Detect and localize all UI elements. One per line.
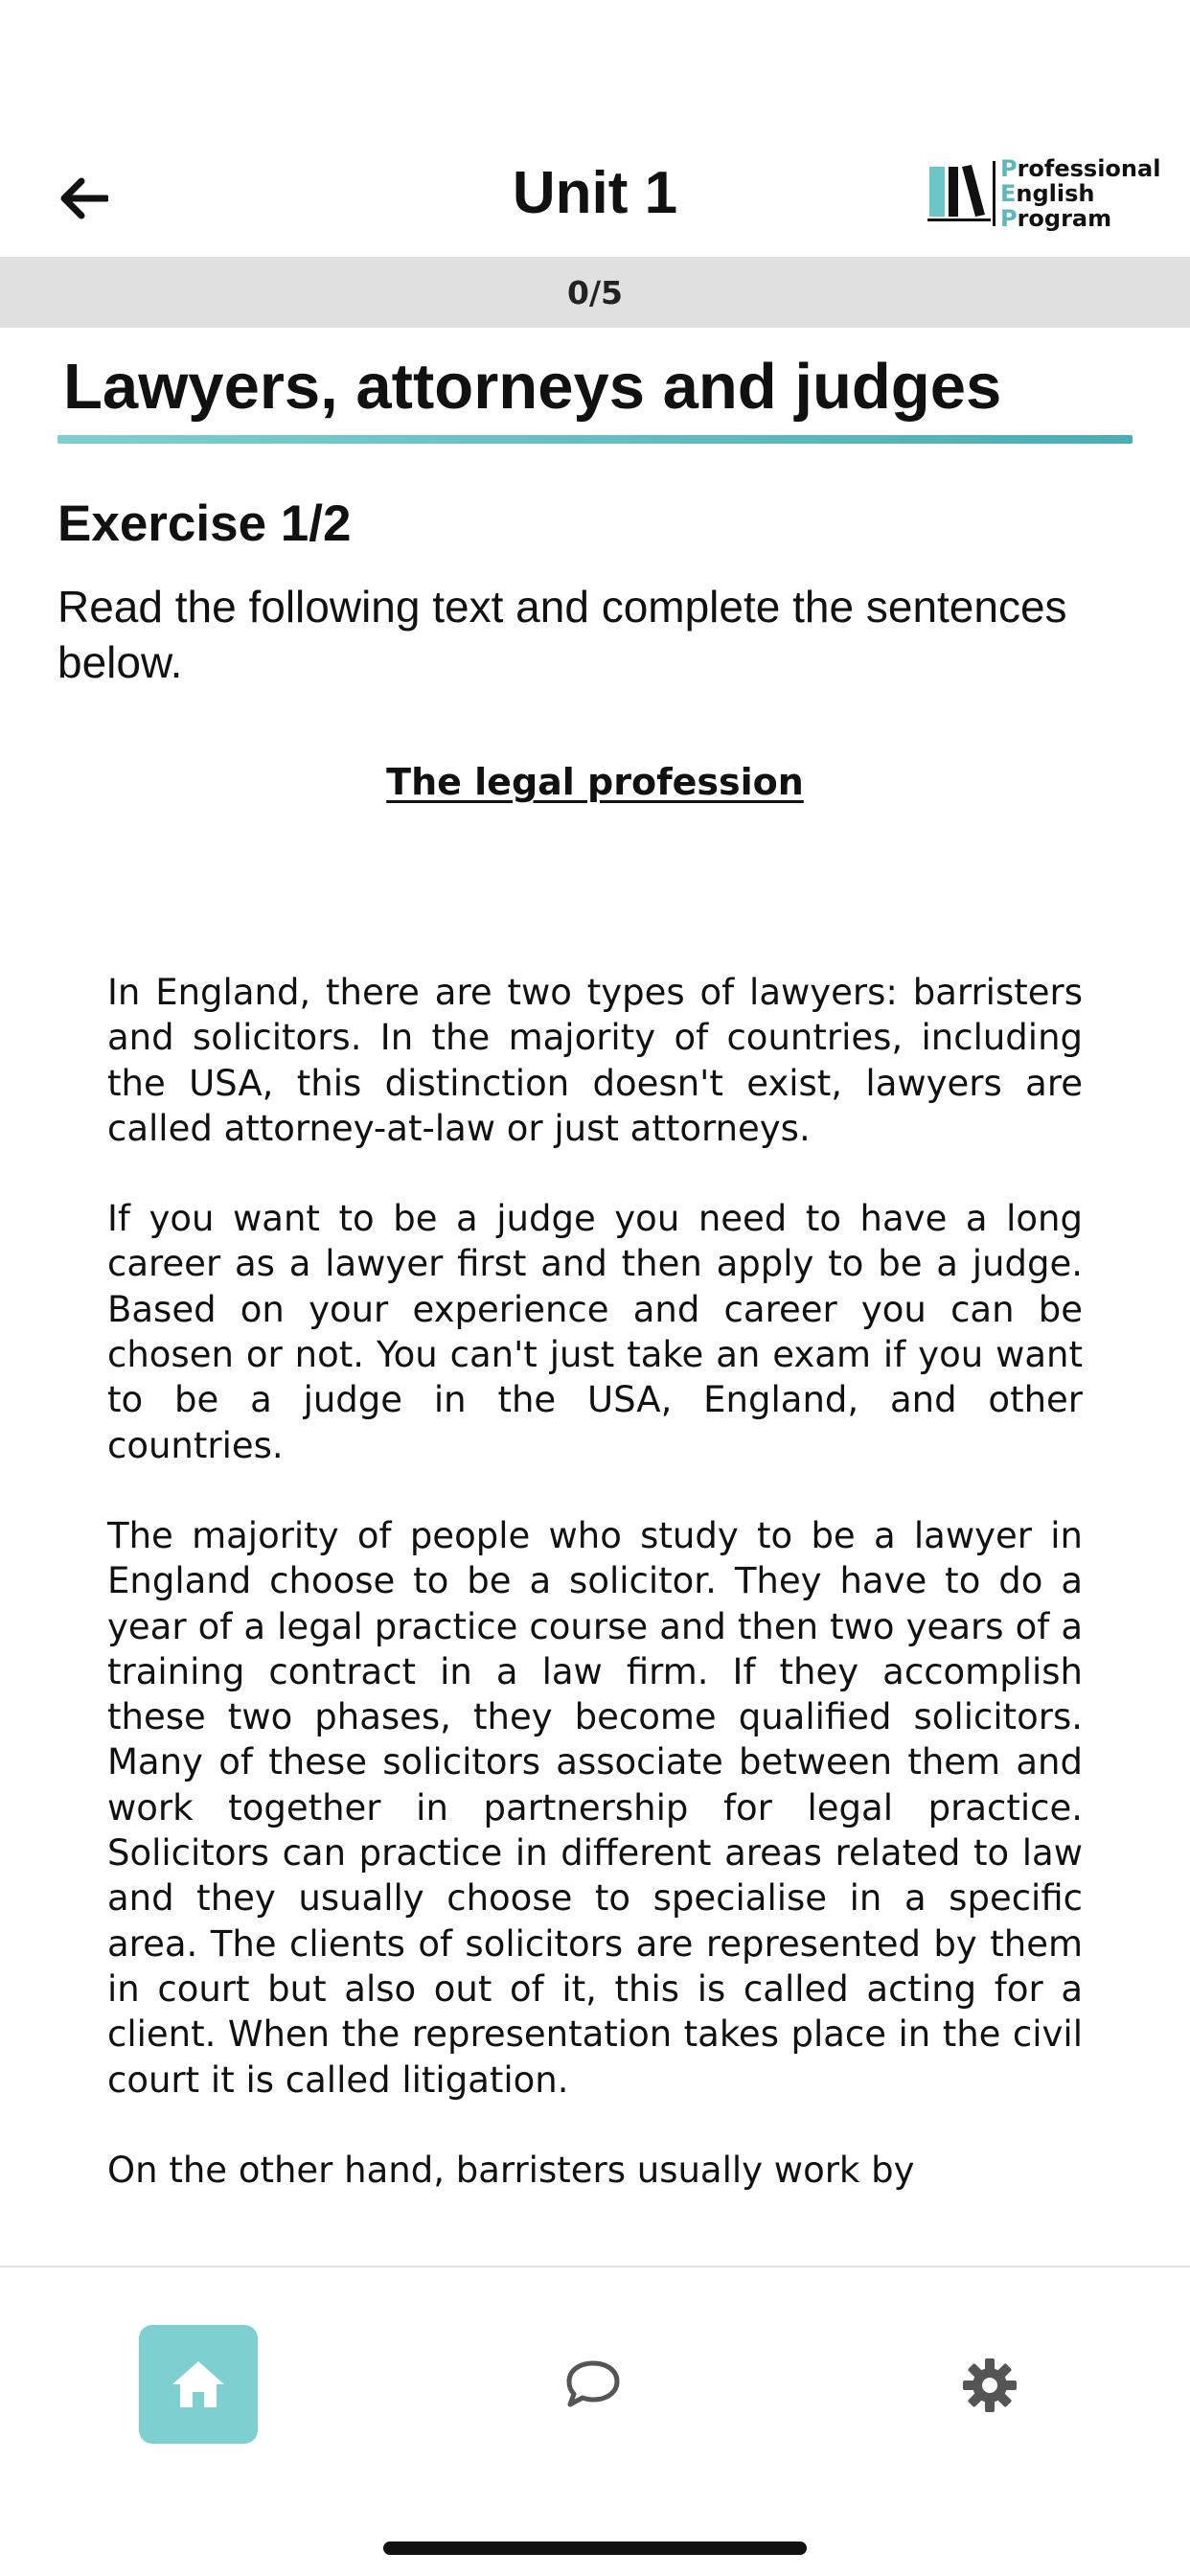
reading-title: The legal profession	[386, 761, 804, 803]
progress-band	[0, 257, 1190, 328]
app-header	[0, 0, 1190, 257]
logo-books-icon	[927, 161, 996, 226]
reading-passage	[107, 970, 1083, 2238]
home-icon	[169, 2358, 228, 2411]
passage-paragraph: On the other hand, barristers usually work by	[107, 2149, 915, 2191]
chat-bubble-icon	[564, 2358, 622, 2410]
passage-paragraph: If you want to be a judge you need to have a long career as a lawyer first and then apply to be a judge. Based on your experience and career you can be chosen or not. You can't just take an exam if you want to be a judge in the USA, England, and other countries.	[107, 1198, 1083, 1466]
gear-icon	[961, 2357, 1018, 2414]
logo-wordmark: Professional English Program	[1000, 155, 1161, 232]
bottom-navigation	[0, 2266, 1190, 2576]
passage-paragraph: The majority of people who study to be a lawyer in England choose to be a solicitor. They have to do a year of a legal practice course and then two years of a training contract in a law firm. If they accomplish these two phases, they become qualified solicitors. Many of these solicitors associate between them and work together in partnership for legal practice. Solicitors can practice in different areas related to law and they usually choose to specialise in a specific area. The clients of solicitors are represented by them in court but also out of it, this is called acting for a client. When the representation takes place in the civil court it is called litigation.	[107, 1514, 1083, 2101]
nav-settings-button[interactable]	[956, 2352, 1023, 2419]
home-indicator[interactable]	[383, 2542, 807, 2555]
lesson-content[interactable]	[0, 328, 1190, 2266]
progress-counter: 0/5	[567, 273, 623, 311]
passage-paragraph: In England, there are two types of lawyers: barristers and solicitors. In the majority of countries, including the USA, this distinction doesn't exist, lawyers are called attorney-at-law or just attorneys.	[107, 972, 1083, 1149]
page-title: Unit 1	[512, 160, 678, 226]
nav-chat-button[interactable]	[560, 2354, 627, 2415]
title-underline	[57, 435, 1133, 444]
exercise-heading: Exercise 1/2	[57, 495, 352, 552]
nav-home-button[interactable]	[139, 2325, 258, 2444]
exercise-instruction: Read the following text and complete the sentences below.	[57, 582, 1067, 687]
brand-logo	[927, 155, 1167, 232]
lesson-title: Lawyers, attorneys and judges	[63, 351, 1002, 423]
